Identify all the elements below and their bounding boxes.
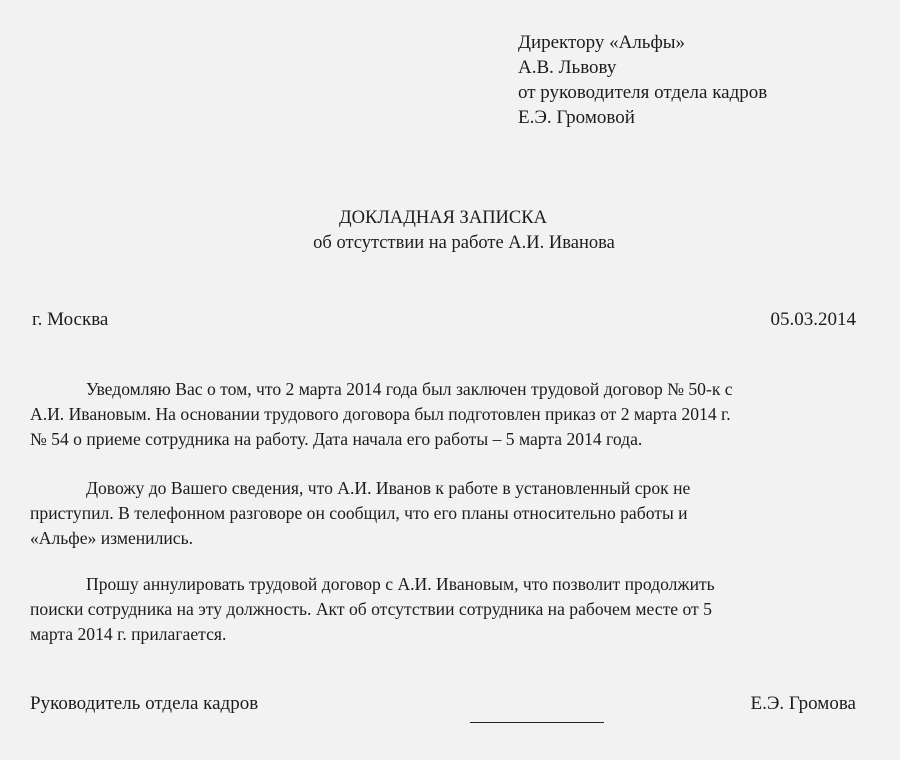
paragraph-line: Прошу аннулировать трудовой договор с А.И. Ивановым, что позволит продолжить (86, 574, 715, 594)
signature-role: Руководитель отдела кадров (30, 693, 259, 714)
paragraph-line: А.И. Ивановым. На основании трудового договора был подготовлен приказ от 2 марта 2014 г. (30, 404, 731, 424)
title-subtitle: об отсутствии на работе А.И. Иванова (313, 233, 615, 253)
paragraph (30, 572, 858, 647)
document-title (0, 206, 900, 256)
place: г. Москва (32, 309, 109, 330)
paragraph-line: поиски сотрудника на эту должность. Акт об отсутствии сотрудника на рабочем месте от 5 (30, 599, 712, 619)
paragraph-line: № 54 о приеме сотрудника на работу. Дата начала его работы – 5 марта 2014 года. (30, 429, 643, 449)
document-date: 05.03.2014 (770, 309, 856, 330)
addressee-line: Директору «Альфы» (518, 32, 686, 53)
signature-line (470, 722, 604, 723)
addressee-line: А.В. Львову (518, 57, 617, 78)
addressee-block (518, 30, 767, 130)
paragraph-line: Довожу до Вашего сведения, что А.И. Иванов к работе в установленный срок не (86, 478, 691, 498)
paragraph (30, 476, 858, 551)
paragraph-line: приступил. В телефонном разговоре он сообщил, что его планы относительно работы и (30, 503, 688, 523)
signature-name: Е.Э. Громова (750, 693, 856, 714)
title-main: ДОКЛАДНАЯ ЗАПИСКА (339, 208, 547, 228)
paragraph (30, 377, 858, 452)
addressee-line: от руководителя отдела кадров (518, 82, 768, 103)
paragraph-line: «Альфе» изменились. (30, 528, 194, 548)
paragraph-line: Уведомляю Вас о том, что 2 марта 2014 года был заключен трудовой договор № 50-к с (86, 379, 733, 399)
addressee-line: Е.Э. Громовой (518, 107, 635, 128)
paragraph-line: марта 2014 г. прилагается. (30, 624, 227, 644)
